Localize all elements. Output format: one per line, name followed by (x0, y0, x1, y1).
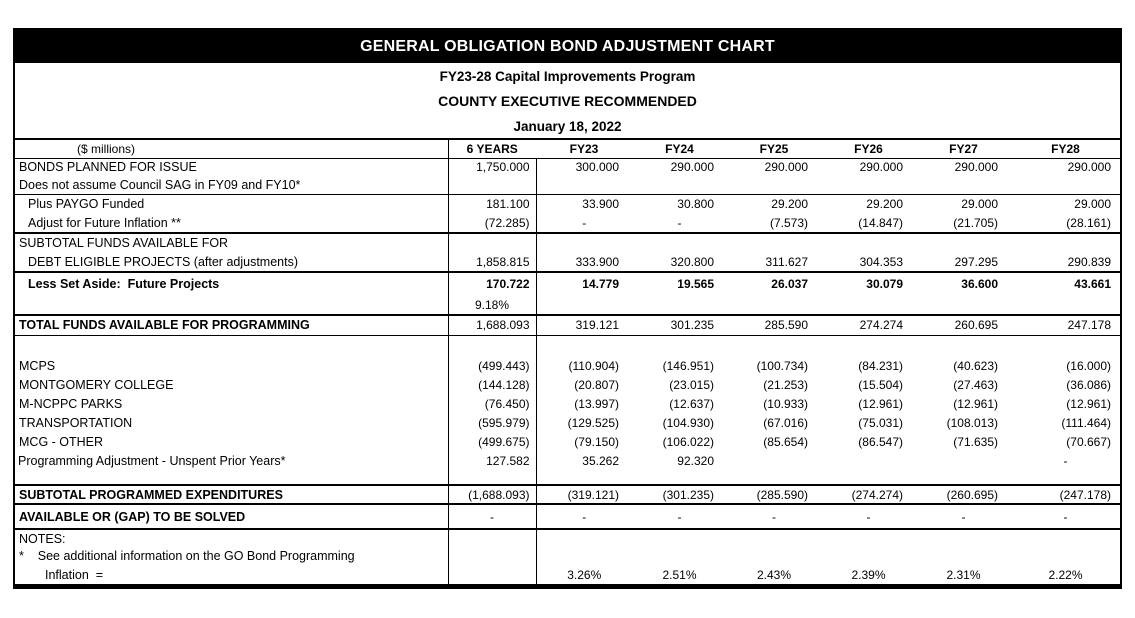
value-cell: 1,750.000 (448, 158, 536, 176)
empty-cell (632, 547, 727, 565)
row-programming-adjustment (15, 451, 1120, 470)
value-cell: - (916, 504, 1011, 529)
value-cell: (12.961) (1066, 396, 1111, 411)
row-label (15, 295, 448, 315)
value-cell: (16.000) (1066, 358, 1111, 373)
empty-cell (727, 335, 821, 356)
empty-cell (727, 233, 821, 252)
value-cell: (40.623) (953, 358, 998, 373)
row-label: SUBTOTAL FUNDS AVAILABLE FOR (19, 236, 229, 250)
row-debt-eligible (15, 252, 1120, 272)
value-cell: - (1011, 504, 1120, 529)
subtitle-program: FY23-28 Capital Improvements Program (439, 69, 696, 84)
row-label: TRANSPORTATION (19, 415, 133, 430)
empty-cell (15, 335, 448, 356)
value-cell: (499.675) (448, 432, 536, 451)
value-cell: (21.253) (763, 377, 808, 392)
empty-cell (821, 295, 916, 315)
empty-cell (448, 470, 536, 485)
value-cell: (75.031) (858, 415, 903, 430)
value-cell: 92.320 (677, 453, 714, 468)
row-subtotal-programmed (15, 485, 1120, 504)
title-bar (15, 30, 1120, 63)
empty-cell (821, 233, 916, 252)
value-cell: 285.590 (727, 315, 821, 335)
empty-cell (536, 529, 632, 547)
col-header-fy28: FY28 (1011, 139, 1120, 158)
row-label: BONDS PLANNED FOR ISSUE (19, 160, 197, 175)
value-cell: 127.582 (448, 451, 536, 470)
inflation-value: 2.43% (756, 567, 792, 582)
empty-cell (448, 233, 536, 252)
row-mcps (15, 356, 1120, 375)
value-cell: (67.016) (763, 415, 808, 430)
row-label: SUBTOTAL PROGRAMMED EXPENDITURES (15, 485, 448, 504)
value-cell: 320.800 (632, 252, 727, 272)
value-cell: 26.037 (771, 277, 808, 291)
value-cell: (301.235) (632, 485, 727, 504)
inflation-value: 3.26% (567, 567, 602, 582)
value-cell: 274.274 (821, 315, 916, 335)
value-cell: 290.839 (1011, 252, 1120, 272)
subtitle-recommended: COUNTY EXECUTIVE RECOMMENDED (438, 93, 697, 109)
value-cell: (285.590) (727, 485, 821, 504)
value-cell: (36.086) (1066, 377, 1111, 392)
row-subtotal-funds-label (15, 233, 1120, 252)
row-council-sag-note (15, 176, 1120, 194)
empty-cell (448, 176, 536, 194)
value-cell: 297.295 (916, 252, 1011, 272)
value-cell: (129.525) (567, 415, 619, 430)
empty-cell (632, 529, 727, 547)
value-cell: (14.847) (821, 214, 916, 233)
value-cell: 247.178 (1011, 315, 1120, 335)
value-cell: - (536, 504, 632, 529)
row-spacer (15, 470, 1120, 485)
empty-cell (536, 547, 632, 565)
value-cell: (10.933) (763, 396, 808, 411)
empty-cell (1011, 176, 1120, 194)
value-cell: (12.637) (669, 396, 714, 411)
empty-cell (821, 470, 916, 485)
value-cell: (13.997) (574, 396, 619, 411)
empty-cell (536, 335, 632, 356)
value-cell: - (448, 504, 536, 529)
value-cell: (319.121) (536, 485, 632, 504)
value-cell: (79.150) (574, 434, 619, 449)
value-cell: 19.565 (677, 277, 714, 291)
empty-cell (727, 547, 821, 565)
empty-cell (916, 529, 1011, 547)
bond-adjustment-sheet (13, 28, 1122, 589)
col-header-6years: 6 YEARS (448, 139, 536, 158)
empty-cell (727, 295, 821, 315)
row-label: TOTAL FUNDS AVAILABLE FOR PROGRAMMING (15, 315, 448, 335)
col-header-fy27: FY27 (916, 139, 1011, 158)
value-cell: 290.000 (954, 160, 998, 175)
row-label: Plus PAYGO Funded (28, 197, 145, 212)
value-cell: 1,688.093 (448, 315, 536, 335)
value-cell: (85.654) (763, 434, 808, 449)
row-label: Adjust for Future Inflation ** (15, 214, 448, 233)
row-inflation (15, 565, 1120, 584)
empty-cell (1011, 335, 1120, 356)
empty-cell (916, 451, 1011, 470)
empty-cell (632, 335, 727, 356)
value-cell: (71.635) (953, 434, 998, 449)
row-available-gap (15, 504, 1120, 529)
value-cell: (104.930) (662, 415, 714, 430)
value-cell: (144.128) (448, 375, 536, 394)
empty-cell (448, 335, 536, 356)
row-mncppc-parks (15, 394, 1120, 413)
value-cell: 170.722 (448, 272, 536, 295)
value-cell: (1,688.093) (448, 485, 536, 504)
value-cell: (108.013) (946, 415, 998, 430)
value-cell: (86.547) (858, 434, 903, 449)
row-label: DEBT ELIGIBLE PROJECTS (after adjustments) (15, 252, 448, 272)
value-cell: 311.627 (727, 252, 821, 272)
value-cell: - (632, 504, 727, 529)
value-cell: (274.274) (821, 485, 916, 504)
value-cell: (7.573) (727, 214, 821, 233)
row-label: MCG - OTHER (19, 434, 104, 449)
value-cell: (595.979) (448, 413, 536, 432)
value-cell: (110.904) (568, 358, 619, 373)
empty-cell (727, 176, 821, 194)
col-header-fy24: FY24 (632, 139, 727, 158)
value-cell: 333.900 (536, 252, 632, 272)
empty-cell (1011, 295, 1120, 315)
value-cell: 30.079 (866, 277, 903, 291)
row-less-set-aside (15, 272, 1120, 295)
row-notes-heading (15, 529, 1120, 547)
empty-cell (727, 470, 821, 485)
value-cell: (12.961) (953, 396, 998, 411)
value-cell: 290.000 (1067, 160, 1111, 175)
value-cell: 33.900 (582, 197, 619, 212)
value-cell: (15.504) (858, 377, 903, 392)
empty-cell (632, 295, 727, 315)
subtitle-date: January 18, 2022 (513, 119, 622, 134)
empty-cell (1011, 547, 1120, 565)
row-note-text (15, 547, 1120, 565)
inflation-label: Inflation = (45, 567, 104, 582)
empty-cell (727, 529, 821, 547)
value-cell: (247.178) (1011, 485, 1120, 504)
row-future-inflation (15, 214, 1120, 233)
empty-cell (1011, 233, 1120, 252)
value-cell: 14.779 (582, 277, 619, 291)
empty-cell (15, 470, 448, 485)
bond-table (15, 138, 1120, 584)
empty-cell (821, 335, 916, 356)
empty-cell (916, 547, 1011, 565)
value-cell: (100.734) (756, 358, 808, 373)
value-cell: - (536, 214, 632, 233)
value-cell: 29.000 (1074, 197, 1111, 212)
value-cell: (76.450) (448, 394, 536, 413)
subtitle-block (15, 63, 1120, 138)
value-cell: 181.100 (448, 194, 536, 214)
empty-cell (916, 470, 1011, 485)
empty-cell (632, 176, 727, 194)
row-total-funds (15, 315, 1120, 335)
value-cell: 29.000 (961, 197, 998, 212)
empty-cell (916, 176, 1011, 194)
value-cell: 300.000 (575, 160, 619, 175)
empty-cell (632, 470, 727, 485)
empty-cell (821, 529, 916, 547)
row-blank (15, 335, 1120, 356)
value-cell: - (727, 504, 821, 529)
notes-heading: NOTES: (19, 531, 66, 546)
inflation-value: 2.39% (851, 567, 886, 582)
value-cell: 43.661 (1074, 277, 1111, 291)
value-cell: - (821, 504, 916, 529)
percent-cell: 9.18% (448, 295, 536, 315)
row-transportation (15, 413, 1120, 432)
value-cell: (106.022) (662, 434, 714, 449)
empty-cell (821, 176, 916, 194)
empty-cell (448, 529, 536, 547)
col-header-fy25: FY25 (727, 139, 821, 158)
inflation-value: 2.31% (946, 567, 981, 582)
value-cell: (146.951) (662, 358, 714, 373)
value-cell: (499.443) (448, 356, 536, 375)
row-label: AVAILABLE OR (GAP) TO BE SOLVED (15, 504, 448, 529)
row-montgomery-college (15, 375, 1120, 394)
value-cell: 290.000 (670, 160, 714, 175)
empty-cell (1011, 470, 1120, 485)
value-cell: - (1063, 453, 1068, 468)
row-label: Programming Adjustment - Unspent Prior Years* (18, 453, 286, 468)
empty-cell (916, 295, 1011, 315)
empty-cell (916, 233, 1011, 252)
page-title: GENERAL OBLIGATION BOND ADJUSTMENT CHART (360, 37, 775, 55)
value-cell: (27.463) (953, 377, 998, 392)
value-cell: (20.807) (574, 377, 619, 392)
empty-cell (1011, 529, 1120, 547)
empty-cell (821, 547, 916, 565)
empty-cell (632, 233, 727, 252)
value-cell: - (632, 214, 727, 233)
value-cell: 29.200 (866, 197, 903, 212)
value-cell: 290.000 (859, 160, 903, 175)
empty-cell (448, 565, 536, 584)
value-cell: 1,858.815 (448, 252, 536, 272)
col-header-fy23: FY23 (536, 139, 632, 158)
empty-cell (448, 547, 536, 565)
inflation-value: 2.51% (662, 567, 697, 582)
row-label: MONTGOMERY COLLEGE (19, 377, 174, 392)
row-label: Less Set Aside: Future Projects (28, 277, 220, 291)
value-cell: (28.161) (1011, 214, 1120, 233)
value-cell: (12.961) (858, 396, 903, 411)
row-set-aside-percent (15, 295, 1120, 315)
value-cell: 319.121 (536, 315, 632, 335)
row-label: MCPS (19, 358, 56, 373)
value-cell: (23.015) (669, 377, 714, 392)
value-cell: 301.235 (632, 315, 727, 335)
value-cell: (70.667) (1066, 434, 1111, 449)
value-cell: 304.353 (821, 252, 916, 272)
value-cell: 35.262 (582, 453, 619, 468)
inflation-value: 2.22% (1048, 567, 1083, 582)
value-cell: (111.464) (1061, 415, 1111, 430)
empty-cell (536, 470, 632, 485)
value-cell: 29.200 (771, 197, 808, 212)
row-label: M-NCPPC PARKS (19, 396, 123, 411)
value-cell: (21.705) (916, 214, 1011, 233)
empty-cell (916, 335, 1011, 356)
row-mcg-other (15, 432, 1120, 451)
empty-cell (536, 295, 632, 315)
row-paygo-funded (15, 194, 1120, 214)
col-header-fy26: FY26 (821, 139, 916, 158)
note-text: * See additional information on the GO Bond Programming (19, 549, 355, 563)
empty-cell (536, 233, 632, 252)
row-label: Does not assume Council SAG in FY09 and FY10* (15, 176, 448, 194)
value-cell: 260.695 (916, 315, 1011, 335)
value-cell: 30.800 (677, 197, 714, 212)
value-cell: (260.695) (916, 485, 1011, 504)
empty-cell (536, 176, 632, 194)
value-cell: (72.285) (448, 214, 536, 233)
unit-label: ($ millions) (15, 139, 448, 158)
header-row (15, 139, 1120, 158)
empty-cell (727, 451, 821, 470)
value-cell: (84.231) (858, 358, 903, 373)
value-cell: 36.600 (961, 277, 998, 291)
empty-cell (821, 451, 916, 470)
row-bonds-planned (15, 158, 1120, 176)
value-cell: 290.000 (764, 160, 808, 175)
